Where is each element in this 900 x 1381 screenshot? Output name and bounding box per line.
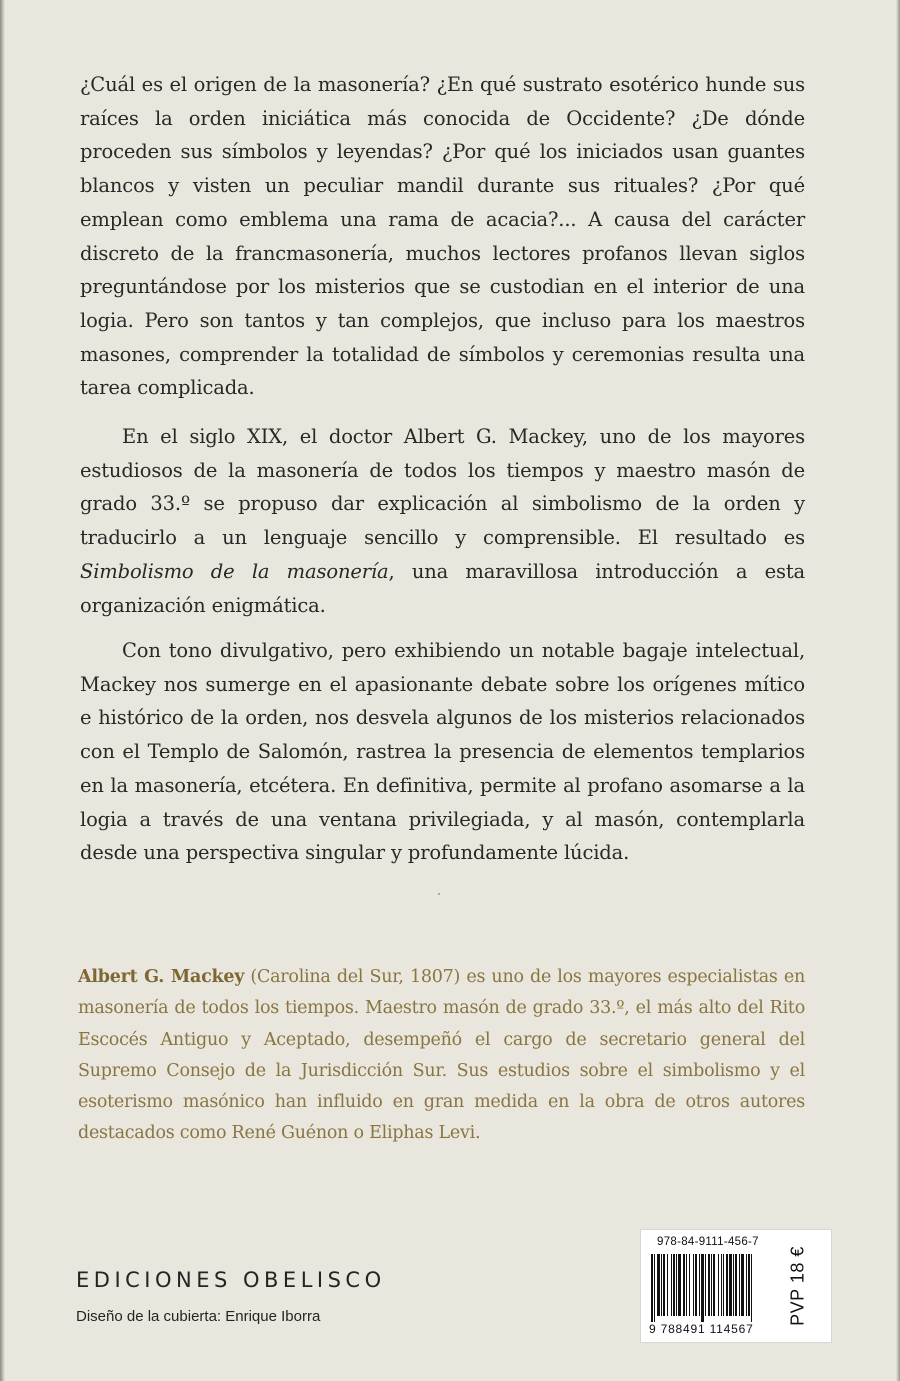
barcode-bar (751, 1254, 752, 1322)
barcode-bar (654, 1254, 655, 1322)
barcode-bar (739, 1254, 740, 1316)
barcode-bar (651, 1254, 653, 1322)
barcode-bar (711, 1254, 712, 1316)
barcode-bar (683, 1254, 685, 1316)
barcode-bar (721, 1254, 722, 1316)
barcode-bar (667, 1254, 668, 1316)
synopsis-paragraph-3 (80, 634, 805, 870)
barcode-bar (748, 1254, 750, 1316)
barcode-graphic (651, 1254, 786, 1322)
barcode-bar (693, 1254, 694, 1316)
barcode-bar (671, 1254, 672, 1316)
synopsis-paragraph-2 (80, 420, 805, 622)
synopsis-paragraph-1: ¿Cuál es el origen de la masonería? ¿En qué sustrato esotérico hunde sus raíces la orden iniciática más conocida de Occidente? ¿De dónde proceden sus símbolos y leyendas? ¿Por qué los iniciados usan guantes blancos y visten un peculiar mandil durante sus rituales? ¿Por qué emplean como emblema una rama de acacia?... A causa del carácter discreto de la francmasonería, muchos lectores profanos llevan siglos preguntándose por los misterios que se custodian en el interior de una logia. Pero son tantos y tan complejos, que incluso para los maestros masones, comprender la totalidad de símbolos y ceremonias resulta una tarea complicada. (80, 73, 805, 400)
ean-number: 9 788491 114567 (649, 1322, 754, 1336)
author-bio (78, 962, 805, 1150)
barcode-bar (713, 1254, 715, 1316)
barcode-bar (733, 1254, 734, 1316)
barcode-bar (705, 1254, 706, 1316)
barcode-bar (729, 1254, 732, 1316)
barcode-bar (661, 1254, 662, 1316)
barcode-bar (726, 1254, 728, 1316)
barcode-bar (657, 1254, 660, 1316)
barcode-bar (686, 1254, 687, 1316)
barcode-bar (678, 1254, 681, 1316)
barcode-bar (663, 1254, 665, 1316)
barcode-bar (676, 1254, 677, 1316)
barcode-bar (689, 1254, 690, 1316)
section-divider (438, 893, 440, 895)
barcode-bar (699, 1254, 700, 1316)
barcode-bar (695, 1254, 697, 1316)
barcode-bar (701, 1254, 704, 1322)
author-name: Albert G. Mackey (78, 967, 245, 987)
barcode-bar (708, 1254, 710, 1316)
synopsis-paragraph-2-intro: En el siglo XIX, el doctor Albert G. Mackey, uno de los mayores estudiosos de la masonería de todos los tiempos y maestro masón de grado 33.º se propuso dar explicación al simbolismo de la orden y traducirlo a un lenguaje sencillo y comprensible. El resultado es (80, 425, 805, 550)
price-label: PVP 18 € (787, 1246, 808, 1326)
page-edge-right (896, 0, 900, 1381)
author-bio-text: (Carolina del Sur, 1807) es uno de los mayores especialistas en masonería de todos los tiempos. Maestro masón de grado 33.º, el más alto del Rito Escocés Antiguo y Aceptado, desempeñó el cargo de secretario general del Supremo Consejo de la Jurisdicción Sur. Sus estudios sobre el simbolismo y el esoterismo masónico han influido en gran medida en la obra de otros autores destacados como René Guénon o Eliphas Levi. (78, 967, 806, 1144)
isbn-number: 978-84-9111-456-7 (657, 1236, 759, 1248)
barcode-bar (746, 1254, 747, 1316)
publisher-name: EDICIONES OBELISCO (76, 1268, 386, 1292)
synopsis-paragraph-3-text: Con tono divulgativo, pero exhibiendo un notable bagaje intelectual, Mackey nos sumerge en el apasionante debate sobre los orígenes mítico e histórico de la orden, nos desvela algunos de los misterios relacionados con el Templo de Salomón, rastrea la presencia de elementos templarios en la masonería, etcétera. En definitiva, permite al profano asomarse a la logia a través de una ventana privilegiada, y al masón, contemplarla desde una perspectiva singular y profundamente lúcida. (80, 639, 805, 865)
barcode-bar (718, 1254, 719, 1316)
book-title: Simbolismo de la masonería (80, 559, 389, 583)
barcode-bar (673, 1254, 675, 1316)
cover-design-credit: Diseño de la cubierta: Enrique Iborra (76, 1308, 321, 1325)
page-edge-left (0, 0, 5, 1381)
barcode-bar (741, 1254, 744, 1316)
barcode-label (640, 1229, 832, 1343)
barcode-bar (735, 1254, 737, 1316)
barcode-bar (723, 1254, 724, 1316)
synopsis-paragraph-2-outro: , una maravillosa introducción a esta organización enigmática. (80, 559, 805, 617)
